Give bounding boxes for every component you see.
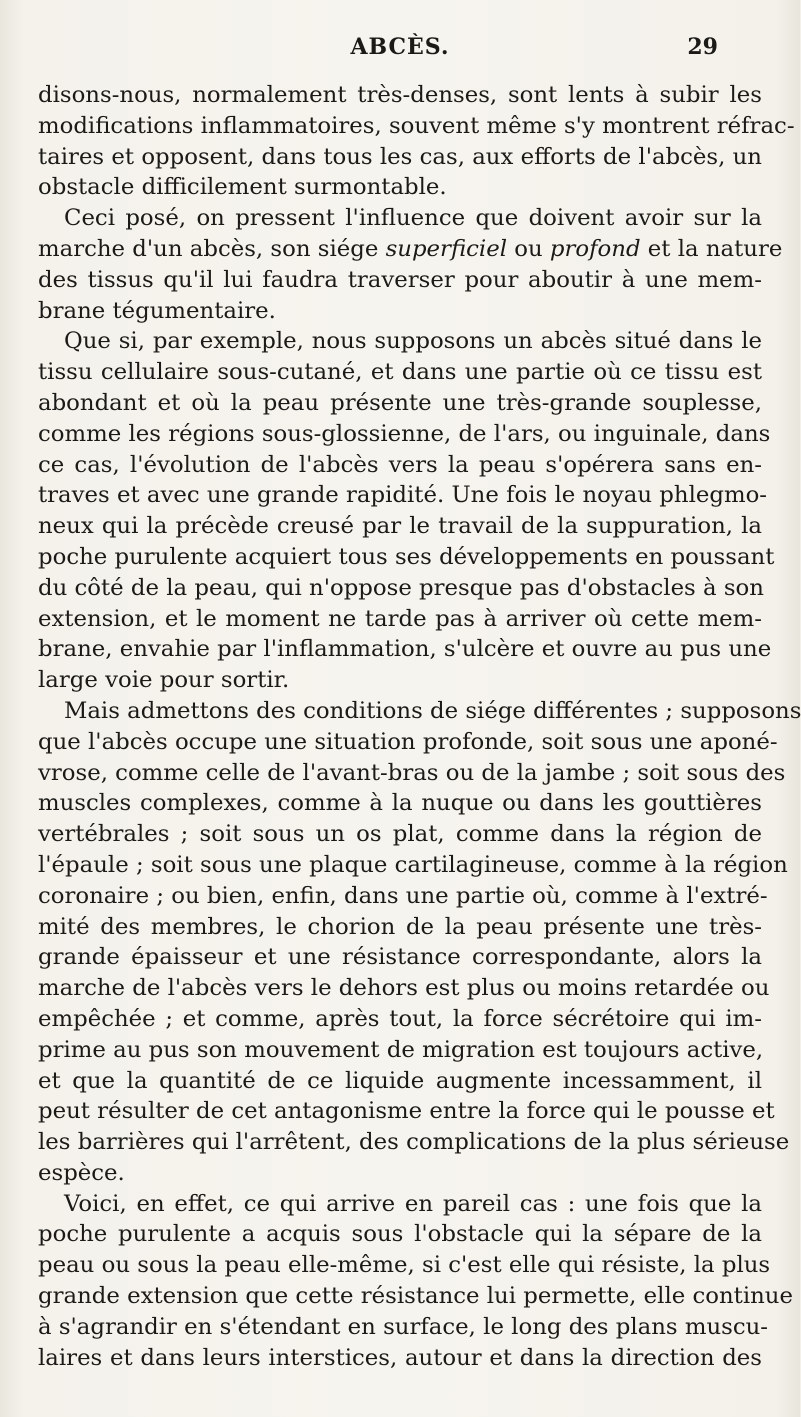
text-line: comme les régions sous-glossienne, de l'ars, ou inguinale, dans	[38, 420, 771, 447]
text-run: ou	[507, 235, 550, 262]
text-line: Que si, par exemple, nous supposons un abcès situé dans le	[64, 328, 762, 355]
paragraph	[38, 80, 795, 203]
text-line: des tissus qu'il lui faudra traverser pour aboutir à une mem-	[38, 266, 762, 293]
text-line: prime au pus son mouvement de migration est toujours active,	[38, 1036, 764, 1063]
italic-term: profond	[549, 235, 641, 262]
text-line: modifications inflammatoires, souvent même s'y montrent réfrac-	[38, 112, 795, 139]
text-line: vrose, comme celle de l'avant-bras ou de la jambe ; soit sous des	[38, 759, 786, 786]
text-line: tissu cellulaire sous-cutané, et dans une partie où ce tissu est	[38, 359, 762, 386]
running-title: ABCÈS.	[350, 34, 450, 60]
text-line: l'épaule ; soit sous une plaque cartilagineuse, comme à la région	[38, 851, 788, 878]
text-line: taires et opposent, dans tous les cas, aux efforts de l'abcès, un	[38, 143, 762, 170]
text-line: peut résulter de cet antagonisme entre la force qui le pousse et	[38, 1098, 775, 1125]
text-line: peau ou sous la peau elle-même, si c'est elle qui résiste, la plus	[38, 1252, 771, 1279]
body-text	[38, 80, 801, 1373]
text-line: extension, et le moment ne tarde pas à arriver où cette mem-	[38, 605, 762, 632]
text-line: Ceci posé, on pressent l'influence que doivent avoir sur la	[64, 205, 762, 232]
text-line: obstacle difficilement surmontable.	[38, 174, 447, 201]
text-line: empêchée ; et comme, après tout, la force sécrétoire qui im-	[38, 1005, 762, 1032]
text-line: abondant et où la peau présente une très-grande souplesse,	[38, 389, 762, 416]
text-line: brane tégumentaire.	[38, 297, 276, 324]
paragraph	[38, 1189, 793, 1374]
text-line: Voici, en effet, ce qui arrive en pareil cas : une fois que la	[64, 1190, 762, 1217]
text-line: que l'abcès occupe une situation profonde, soit sous une aponé-	[38, 728, 778, 755]
text-line: ce cas, l'évolution de l'abcès vers la peau s'opérera sans en-	[38, 451, 762, 478]
text-line: à s'agrandir en s'étendant en surface, le long des plans muscu-	[38, 1313, 769, 1340]
text-line: mité des membres, le chorion de la peau présente une très-	[38, 913, 762, 940]
text-line: grande extension que cette résistance lui permette, elle continue	[38, 1283, 793, 1310]
text-line: neux qui la précède creusé par le travail de la suppuration, la	[38, 513, 762, 540]
page-number: 29	[687, 34, 718, 60]
text-line	[38, 234, 783, 265]
text-run: marche d'un abcès, son siége	[38, 235, 386, 262]
running-head	[38, 34, 762, 64]
text-line: du côté de la peau, qui n'oppose presque pas d'obstacles à son	[38, 574, 764, 601]
text-line: coronaire ; ou bien, enfin, dans une partie où, comme à l'extré-	[38, 882, 768, 909]
text-line: laires et dans leurs interstices, autour et dans la direction des	[38, 1344, 762, 1371]
text-line: Mais admettons des conditions de siége différentes ; supposons	[64, 697, 801, 724]
paragraph	[38, 696, 801, 1189]
paragraph	[38, 203, 783, 326]
text-line: vertébrales ; soit sous un os plat, comme dans la région de	[38, 821, 762, 848]
text-line: disons-nous, normalement très-denses, sont lents à subir les	[38, 82, 762, 108]
text-run: et la nature	[640, 235, 783, 262]
text-line: marche de l'abcès vers le dehors est plus ou moins retardée ou	[38, 975, 770, 1002]
text-line: grande épaisseur et une résistance correspondante, alors la	[38, 944, 762, 971]
text-line: espèce.	[38, 1159, 125, 1186]
text-line: poche purulente a acquis sous l'obstacle qui la sépare de la	[38, 1221, 762, 1248]
paragraph	[38, 326, 775, 696]
text-line: poche purulente acquiert tous ses développements en poussant	[38, 543, 775, 570]
text-line: brane, envahie par l'inflammation, s'ulcère et ouvre au pus une	[38, 636, 772, 663]
italic-term: superficiel	[385, 235, 507, 262]
text-line: traves et avec une grande rapidité. Une fois le noyau phlegmo-	[38, 482, 767, 509]
text-line: muscles complexes, comme à la nuque ou dans les gouttières	[38, 790, 762, 817]
text-line: les barrières qui l'arrêtent, des complications de la plus sérieuse	[38, 1129, 790, 1156]
text-line: large voie pour sortir.	[38, 667, 290, 694]
text-line: et que la quantité de ce liquide augmente incessamment, il	[38, 1067, 762, 1094]
